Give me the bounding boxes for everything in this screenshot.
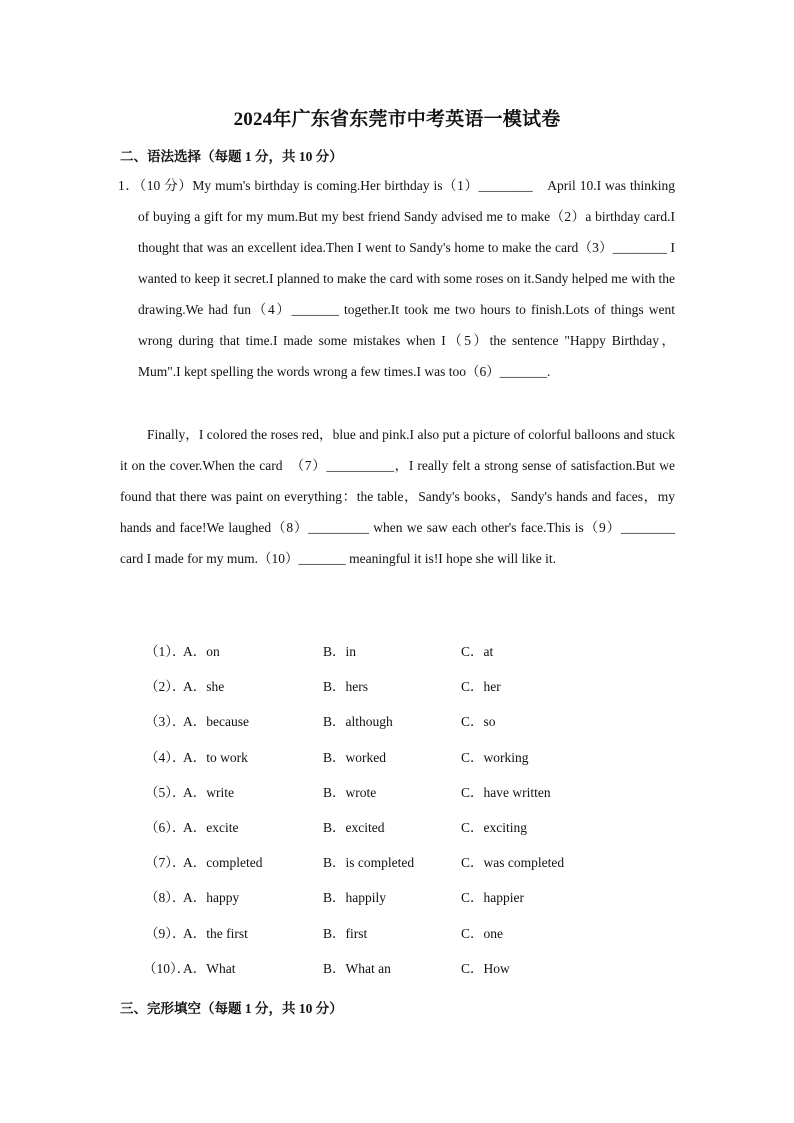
option-c: C．one [461,925,503,941]
question-1-paragraph-1: 1．（10 分）My mum's birthday is coming.Her birthday is（1）________ April 10.I was thinking of buying a gift for my mum.But my best friend Sandy advised me to make（2）a birthday card.I thought that was an excellent idea.Then I went to Sandy's home to make the card（3）________ I wanted to keep it secret.I planned to make the card with some roses on it.Sandy helped me with the drawing.We had fun（4）_______ together.It took me two hours to finish.Lots of things went wrong during that time.I made some mistakes when I（5）the sentence "Happy Birthday，Mum".I kept spelling the words wrong a few times.I was too（6）_______. [118,178,675,379]
option-b: B．wrote [323,784,377,800]
option-number: （7）． [145,855,186,871]
option-row [145,675,665,710]
option-number: （6）． [145,819,186,835]
option-a: A．to work [183,749,248,765]
option-b: B．in [323,644,357,659]
options-list [145,640,665,992]
option-b: B．happily [323,890,386,906]
option-a: A．write [183,784,234,800]
option-a: A．because [183,714,249,730]
option-row [145,710,665,745]
option-a: A．happy [183,890,240,906]
option-b: B．although [323,714,393,730]
option-number: （4）． [145,749,186,765]
option-c: C．her [461,679,501,695]
option-number: （10）． [143,960,191,976]
option-b: B．worked [323,749,386,765]
option-c: C．How [461,960,510,976]
option-b: B．is completed [323,855,415,871]
option-number: （2）． [145,679,186,695]
option-number: （1）． [145,644,186,659]
option-c: C．have written [461,784,551,800]
section-heading-grammar: 二、语法选择（每题 1 分，共 10 分） [120,149,343,164]
option-c: C．was completed [461,855,565,871]
option-c: C．working [461,749,529,765]
option-a: A．excite [183,819,239,835]
option-c: C．exciting [461,819,527,835]
option-c: C．so [461,714,496,730]
option-a: A．she [183,679,225,695]
option-number: （8）． [145,890,186,906]
option-b: B．hers [323,679,368,695]
option-row [145,851,665,886]
option-b: B．What an [323,960,391,976]
option-b: B．excited [323,819,385,835]
option-c: C．at [461,644,494,659]
option-a: A．the first [183,925,248,941]
page-title: 2024年广东省东莞市中考英语一模试卷 [233,109,561,130]
option-a: A．What [183,960,236,976]
option-number: （3）． [145,714,186,730]
option-row [145,957,665,992]
option-row [145,816,665,851]
option-a: A．on [183,644,220,659]
option-row [145,886,665,921]
option-row [145,922,665,957]
option-row [145,781,665,816]
section-heading-cloze: 三、完形填空（每题 1 分，共 10 分） [120,1001,343,1016]
option-a: A．completed [183,855,263,871]
option-row [145,640,665,675]
option-number: （5）． [145,784,186,800]
option-b: B．first [323,925,368,941]
option-number: （9）． [145,925,186,941]
option-c: C．happier [461,890,524,906]
question-1-paragraph-2: Finally，I colored the roses red，blue and pink.I also put a picture of colorful balloons and stuck it on the cover.When the card （7）__________，I really felt a strong sense of satisfaction.But we found that there was paint on everything：the table，Sandy's books，Sandy's hands and faces，my hands and face!We laughed（8）_________ when we saw each other's face.This is（9）________ card I made for my mum.（10）_______ meaningful it is!I hope she will like it. [120,427,675,566]
option-row [145,746,665,781]
